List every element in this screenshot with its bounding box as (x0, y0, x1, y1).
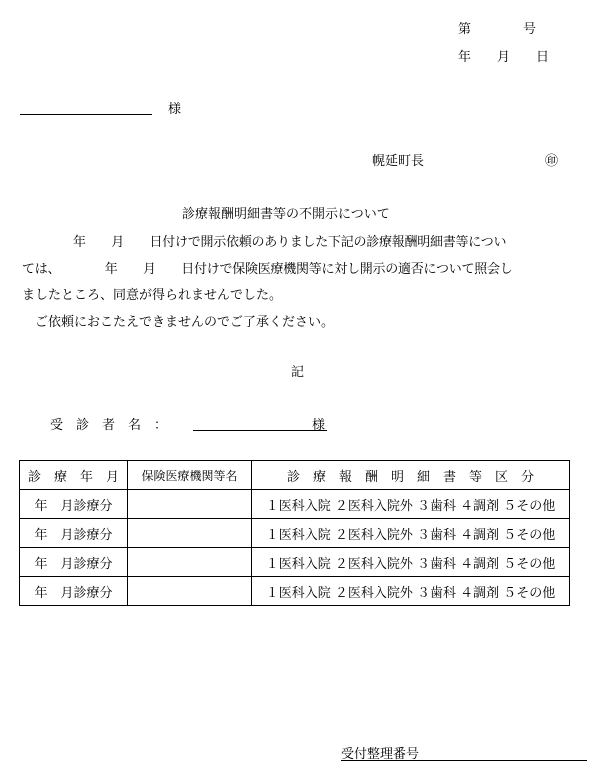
institution-name-cell (128, 548, 252, 577)
header-institution-name: 保険医療機関等名 (128, 461, 252, 490)
patient-name-suffix: 様 (312, 418, 326, 433)
receipt-number-line (341, 760, 587, 761)
table-row (20, 548, 570, 577)
statement-category-cell: １医科入院 ２医科入院外 ３歯科 ４調剤 ５その他 (252, 519, 570, 548)
table-row (20, 490, 570, 519)
patient-name-label: 受 診 者 名 ： (50, 418, 168, 433)
receipt-number-label: 受付整理番号 (341, 747, 420, 762)
institution-name-cell (128, 519, 252, 548)
addressee-name-line (20, 114, 152, 115)
document-number-label: 第 号 (458, 22, 537, 37)
patient-name-line (193, 430, 327, 431)
treatment-month-cell: 年 月診療分 (20, 548, 128, 577)
seal-mark: ㊞ (545, 154, 559, 169)
table-row (20, 519, 570, 548)
addressee-suffix: 様 (168, 102, 182, 117)
treatment-month-cell: 年 月診療分 (20, 519, 128, 548)
statement-category-cell: １医科入院 ２医科入院外 ３歯科 ４調剤 ５その他 (252, 490, 570, 519)
notice-subject: 診療報酬明細書等の不開示について (182, 207, 390, 222)
table-row (20, 577, 570, 606)
notice-body-line-3: ましたところ、同意が得られませんでした。 (22, 288, 283, 303)
table-header-row (20, 461, 570, 490)
notice-body-line-4: ご依頼におこたえできませんのでご了承ください。 (22, 315, 335, 330)
notice-body-line-1: 年 月 日付けで開示依頼のありました下記の診療報酬明細書等につい (22, 235, 507, 250)
claims-table (19, 460, 570, 606)
document-date-label: 年 月 日 (458, 50, 550, 65)
header-treatment-month: 診 療 年 月 (20, 461, 128, 490)
notice-body-line-2: ては、 年 月 日付けで保険医療機関等に対し開示の適否について照会し (22, 262, 513, 277)
institution-name-cell (128, 490, 252, 519)
treatment-month-cell: 年 月診療分 (20, 490, 128, 519)
institution-name-cell (128, 577, 252, 606)
statement-category-cell: １医科入院 ２医科入院外 ３歯科 ４調剤 ５その他 (252, 577, 570, 606)
statement-category-cell: １医科入院 ２医科入院外 ３歯科 ４調剤 ５その他 (252, 548, 570, 577)
header-statement-category: 診 療 報 酬 明 細 書 等 区 分 (252, 461, 570, 490)
ki-marker: 記 (291, 365, 305, 380)
sender-title: 幌延町長 (372, 154, 425, 169)
treatment-month-cell: 年 月診療分 (20, 577, 128, 606)
